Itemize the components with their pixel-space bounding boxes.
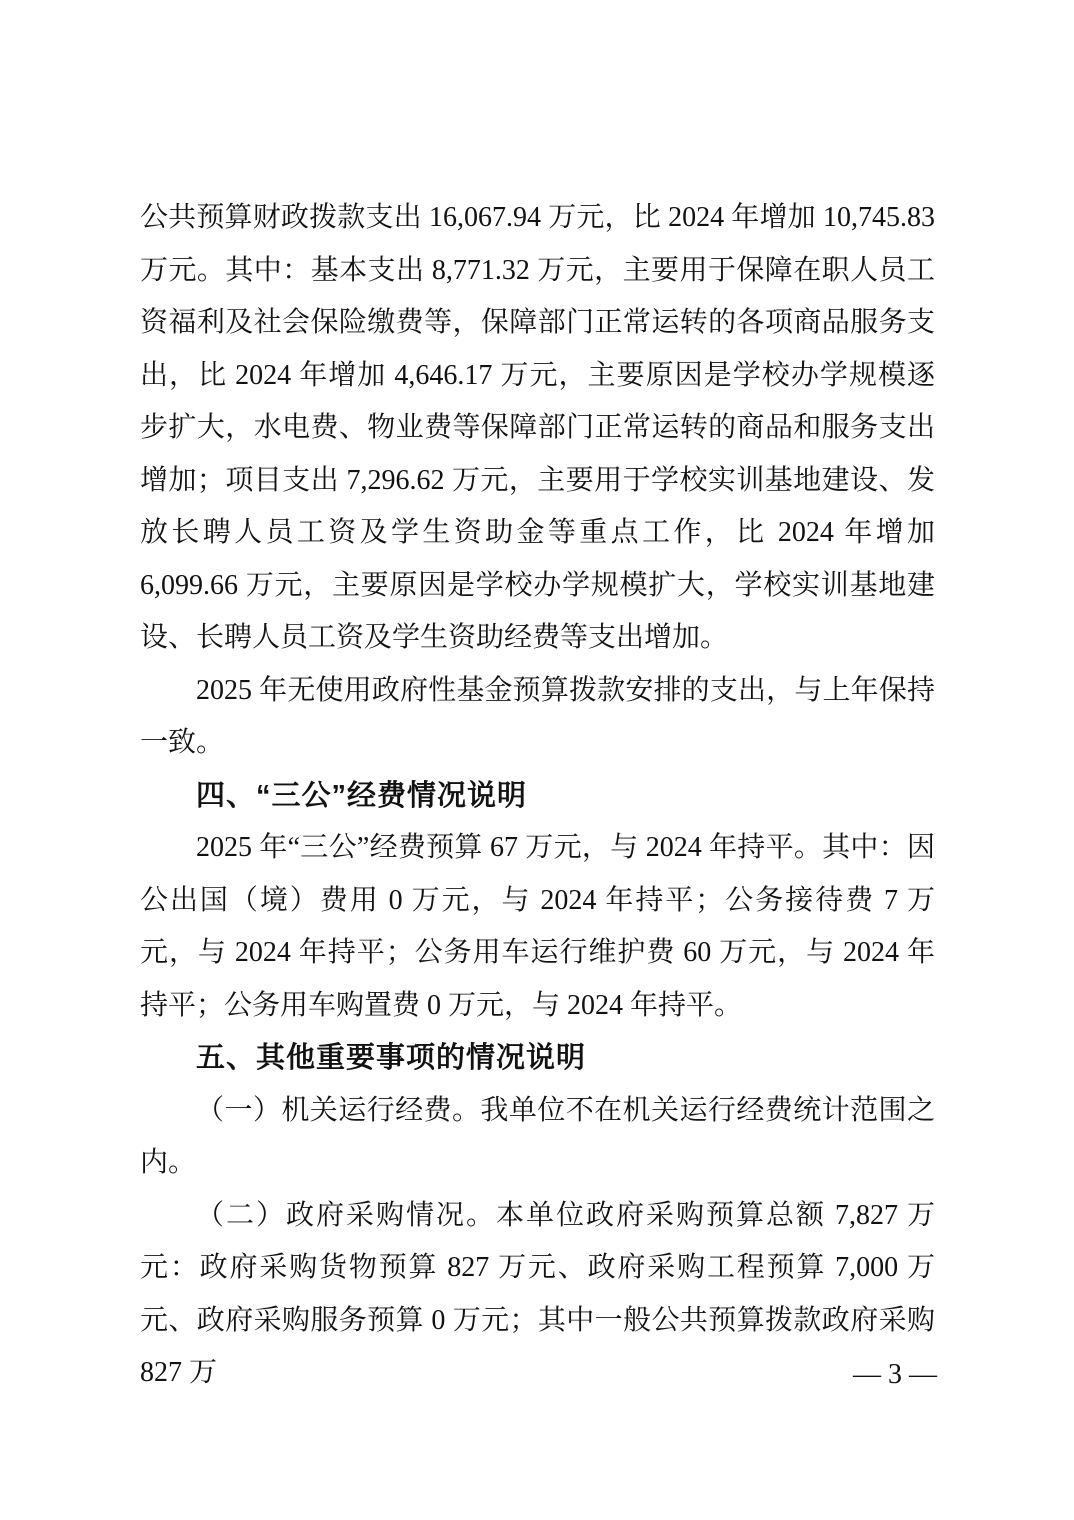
paragraph-three-public-funds: 2025 年“三公”经费预算 67 万元，与 2024 年持平。其中：因公出国（境）费用 0 万元，与 2024 年持平；公务接待费 7 万元，与 2024 年持平；公务用车运行维护费 60 万元，与 2024 年持平；公务用车购置费 0 万元，与 2024 年持平。 (140, 832, 935, 1021)
document-body (140, 192, 935, 1400)
heading-section-four: 四、“三公”经费情况说明 (196, 779, 528, 812)
page-number: — 3 — (853, 1359, 937, 1390)
paragraph-gov-fund: 2025 年无使用政府性基金预算拨款安排的支出，与上年保持一致。 (140, 674, 935, 758)
paragraph-agency-operating-cost: （一）机关运行经费。我单位不在机关运行经费统计范围之内。 (140, 1094, 935, 1178)
heading-section-five: 五、其他重要事项的情况说明 (196, 1042, 587, 1074)
paragraph-gov-procurement: （二）政府采购情况。本单位政府采购预算总额 7,827 万元：政府采购货物预算 827 万元、政府采购工程预算 7,000 万元、政府采购服务预算 0 万元；其中一般公共预算拨款政府采购 827 万 (140, 1199, 935, 1388)
paragraph-budget-expenditure: 公共预算财政拨款支出 16,067.94 万元，比 2024 年增加 10,745.83 万元。其中：基本支出 8,771.32 万元，主要用于保障在职人员工资福利及社会保险缴费等，保障部门正常运转的各项商品服务支出，比 2024 年增加 4,646.17 万元，主要原因是学校办学规模逐步扩大，水电费、物业费等保障部门正常运转的商品和服务支出增加；项目支出 7,296.62 万元，主要用于学校实训基地建设、发放长聘人员工资及学生资助金等重点工作，比 2024 年增加 6,099.66 万元，主要原因是学校办学规模扩大，学校实训基地建设、长聘人员工资及学生资助经费等支出增加。 (140, 202, 935, 653)
